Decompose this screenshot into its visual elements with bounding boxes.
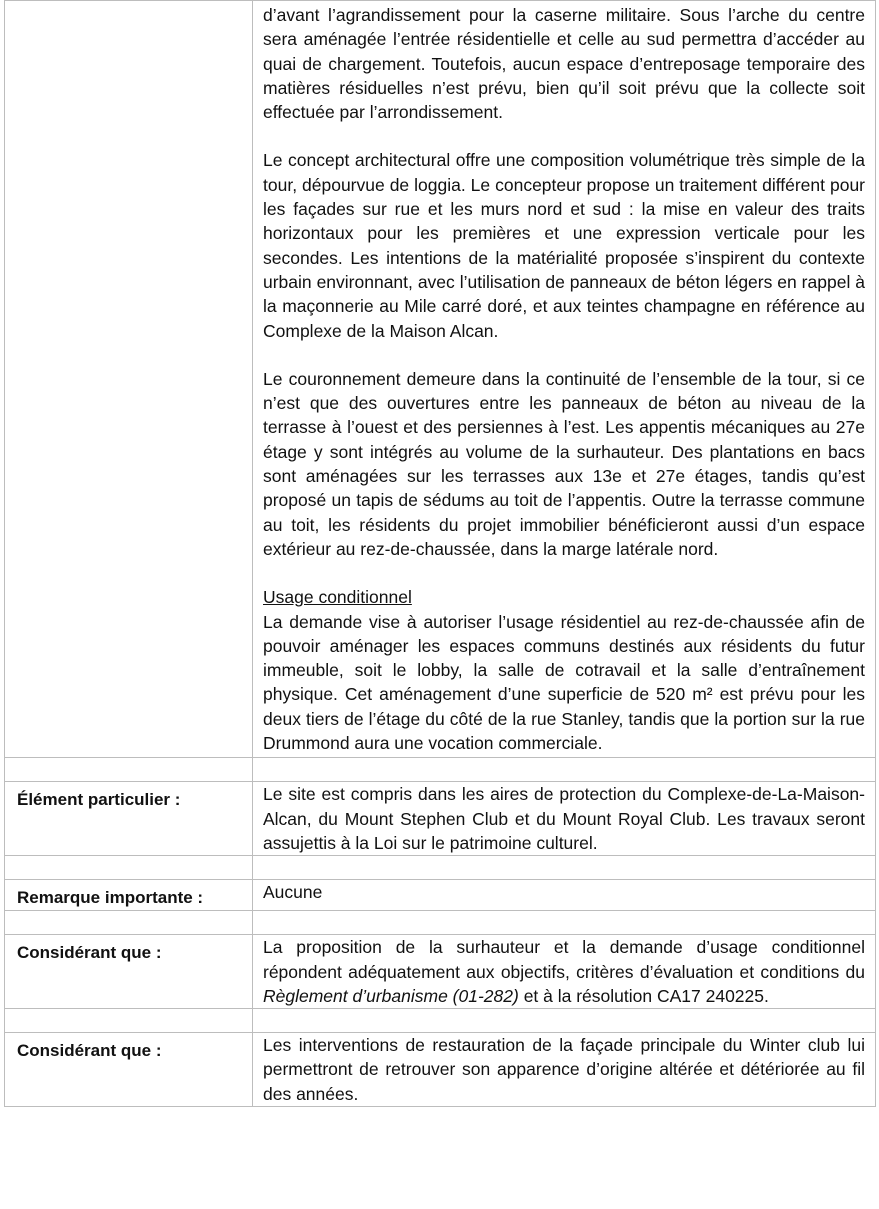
paragraph-intro: d’avant l’agrandissement pour la caserne militaire. Sous l’arche du centre sera aménagée l’entrée résidentielle et celle au sud permettra d’accéder au quai de chargement. Toutefois, aucun espace d’entreposage temporaire des matières résiduelles n’est prévu, bien qu’il soit prévu que la collecte soit effectuée par l’arrondissement. <box>263 5 865 123</box>
evaluation-table <box>4 0 876 1107</box>
considerant-label-1: Considérant que : <box>5 935 253 1009</box>
considerant-text-2: Les interventions de restauration de la façade principale du Winter club lui permettront de retrouver son apparence d’origine altérée et détériorée au fil des années. <box>253 1033 876 1107</box>
paragraph-conditional-use: La demande vise à autoriser l’usage résidentiel au rez-de-chaussée afin de pouvoir aménager les espaces communs destinés aux résidents du futur immeuble, soit le lobby, la salle de cotravail et la salle d’entraînement physique. Cet aménagement d’une superficie de 520 m² est prévu pour les deux tiers de l’étage du côté de la rue Stanley, tandis que la portion sur la rue Drummond aura une vocation commerciale. <box>263 611 865 754</box>
element-particulier-label: Élément particulier : <box>5 782 253 856</box>
element-particulier-row <box>5 782 876 856</box>
description-row <box>5 1 876 758</box>
considerant-label-2: Considérant que : <box>5 1033 253 1107</box>
spacer-row <box>5 758 876 782</box>
spacer-row <box>5 1009 876 1033</box>
remarque-label: Remarque importante : <box>5 880 253 911</box>
considerant-row-2 <box>5 1033 876 1107</box>
spacer-row <box>5 911 876 935</box>
considerant-row-1 <box>5 935 876 1009</box>
considerant-text-1 <box>253 935 876 1009</box>
element-particulier-text: Le site est compris dans les aires de protection du Complexe-de-La-Maison-Alcan, du Mount Stephen Club et du Mount Royal Club. Les travaux seront assujettis à la Loi sur le patrimoine culturel. <box>253 782 876 856</box>
regulation-reference: Règlement d’urbanisme (01-282) <box>263 985 519 1006</box>
paragraph-architecture: Le concept architectural offre une composition volumétrique très simple de la tour, dépourvue de loggia. Le concepteur propose un traitement différent pour les façades sur rue et les murs nord et sud : la mise en valeur des traits horizontaux pour les premières et une expression verticale pour les secondes. Les intentions de la matérialité proposée s’inspirent du contexte urbain environnant, avec l’utilisation de panneaux de béton légers en rappel à la maçonnerie au Mile carré doré, et aux teintes champagne en référence au Complexe de la Maison Alcan. <box>263 150 865 341</box>
spacer-row <box>5 856 876 880</box>
remarque-row <box>5 880 876 911</box>
description-label-cell <box>5 1 253 758</box>
paragraph-crown: Le couronnement demeure dans la continuité de l’ensemble de la tour, si ce n’est que des ouvertures entre les panneaux de béton au niveau de la terrasse à l’ouest et des persiennes à l’est. Les appentis mécaniques au 27e étage y sont intégrés au volume de la surhauteur. Des plantations en bacs sont aménagées sur les terrasses aux 13e et 27e étages, tandis qu’est proposé un tapis de sédums au toit de l’appentis. Outre la terrasse commune au toit, les résidents du projet immobilier bénéficieront aussi d’un espace extérieur au rez-de-chaussée, dans la marge latérale nord. <box>263 368 865 559</box>
section-heading-conditional-use: Usage conditionnel <box>263 587 412 608</box>
description-content-cell <box>253 1 876 758</box>
considerant-text-1-before: La proposition de la surhauteur et la demande d’usage conditionnel répondent adéquatement aux objectifs, critères d’évaluation et conditions du <box>263 937 865 982</box>
considerant-text-1-after: et à la résolution CA17 240225. <box>518 985 769 1006</box>
remarque-text: Aucune <box>253 880 876 911</box>
